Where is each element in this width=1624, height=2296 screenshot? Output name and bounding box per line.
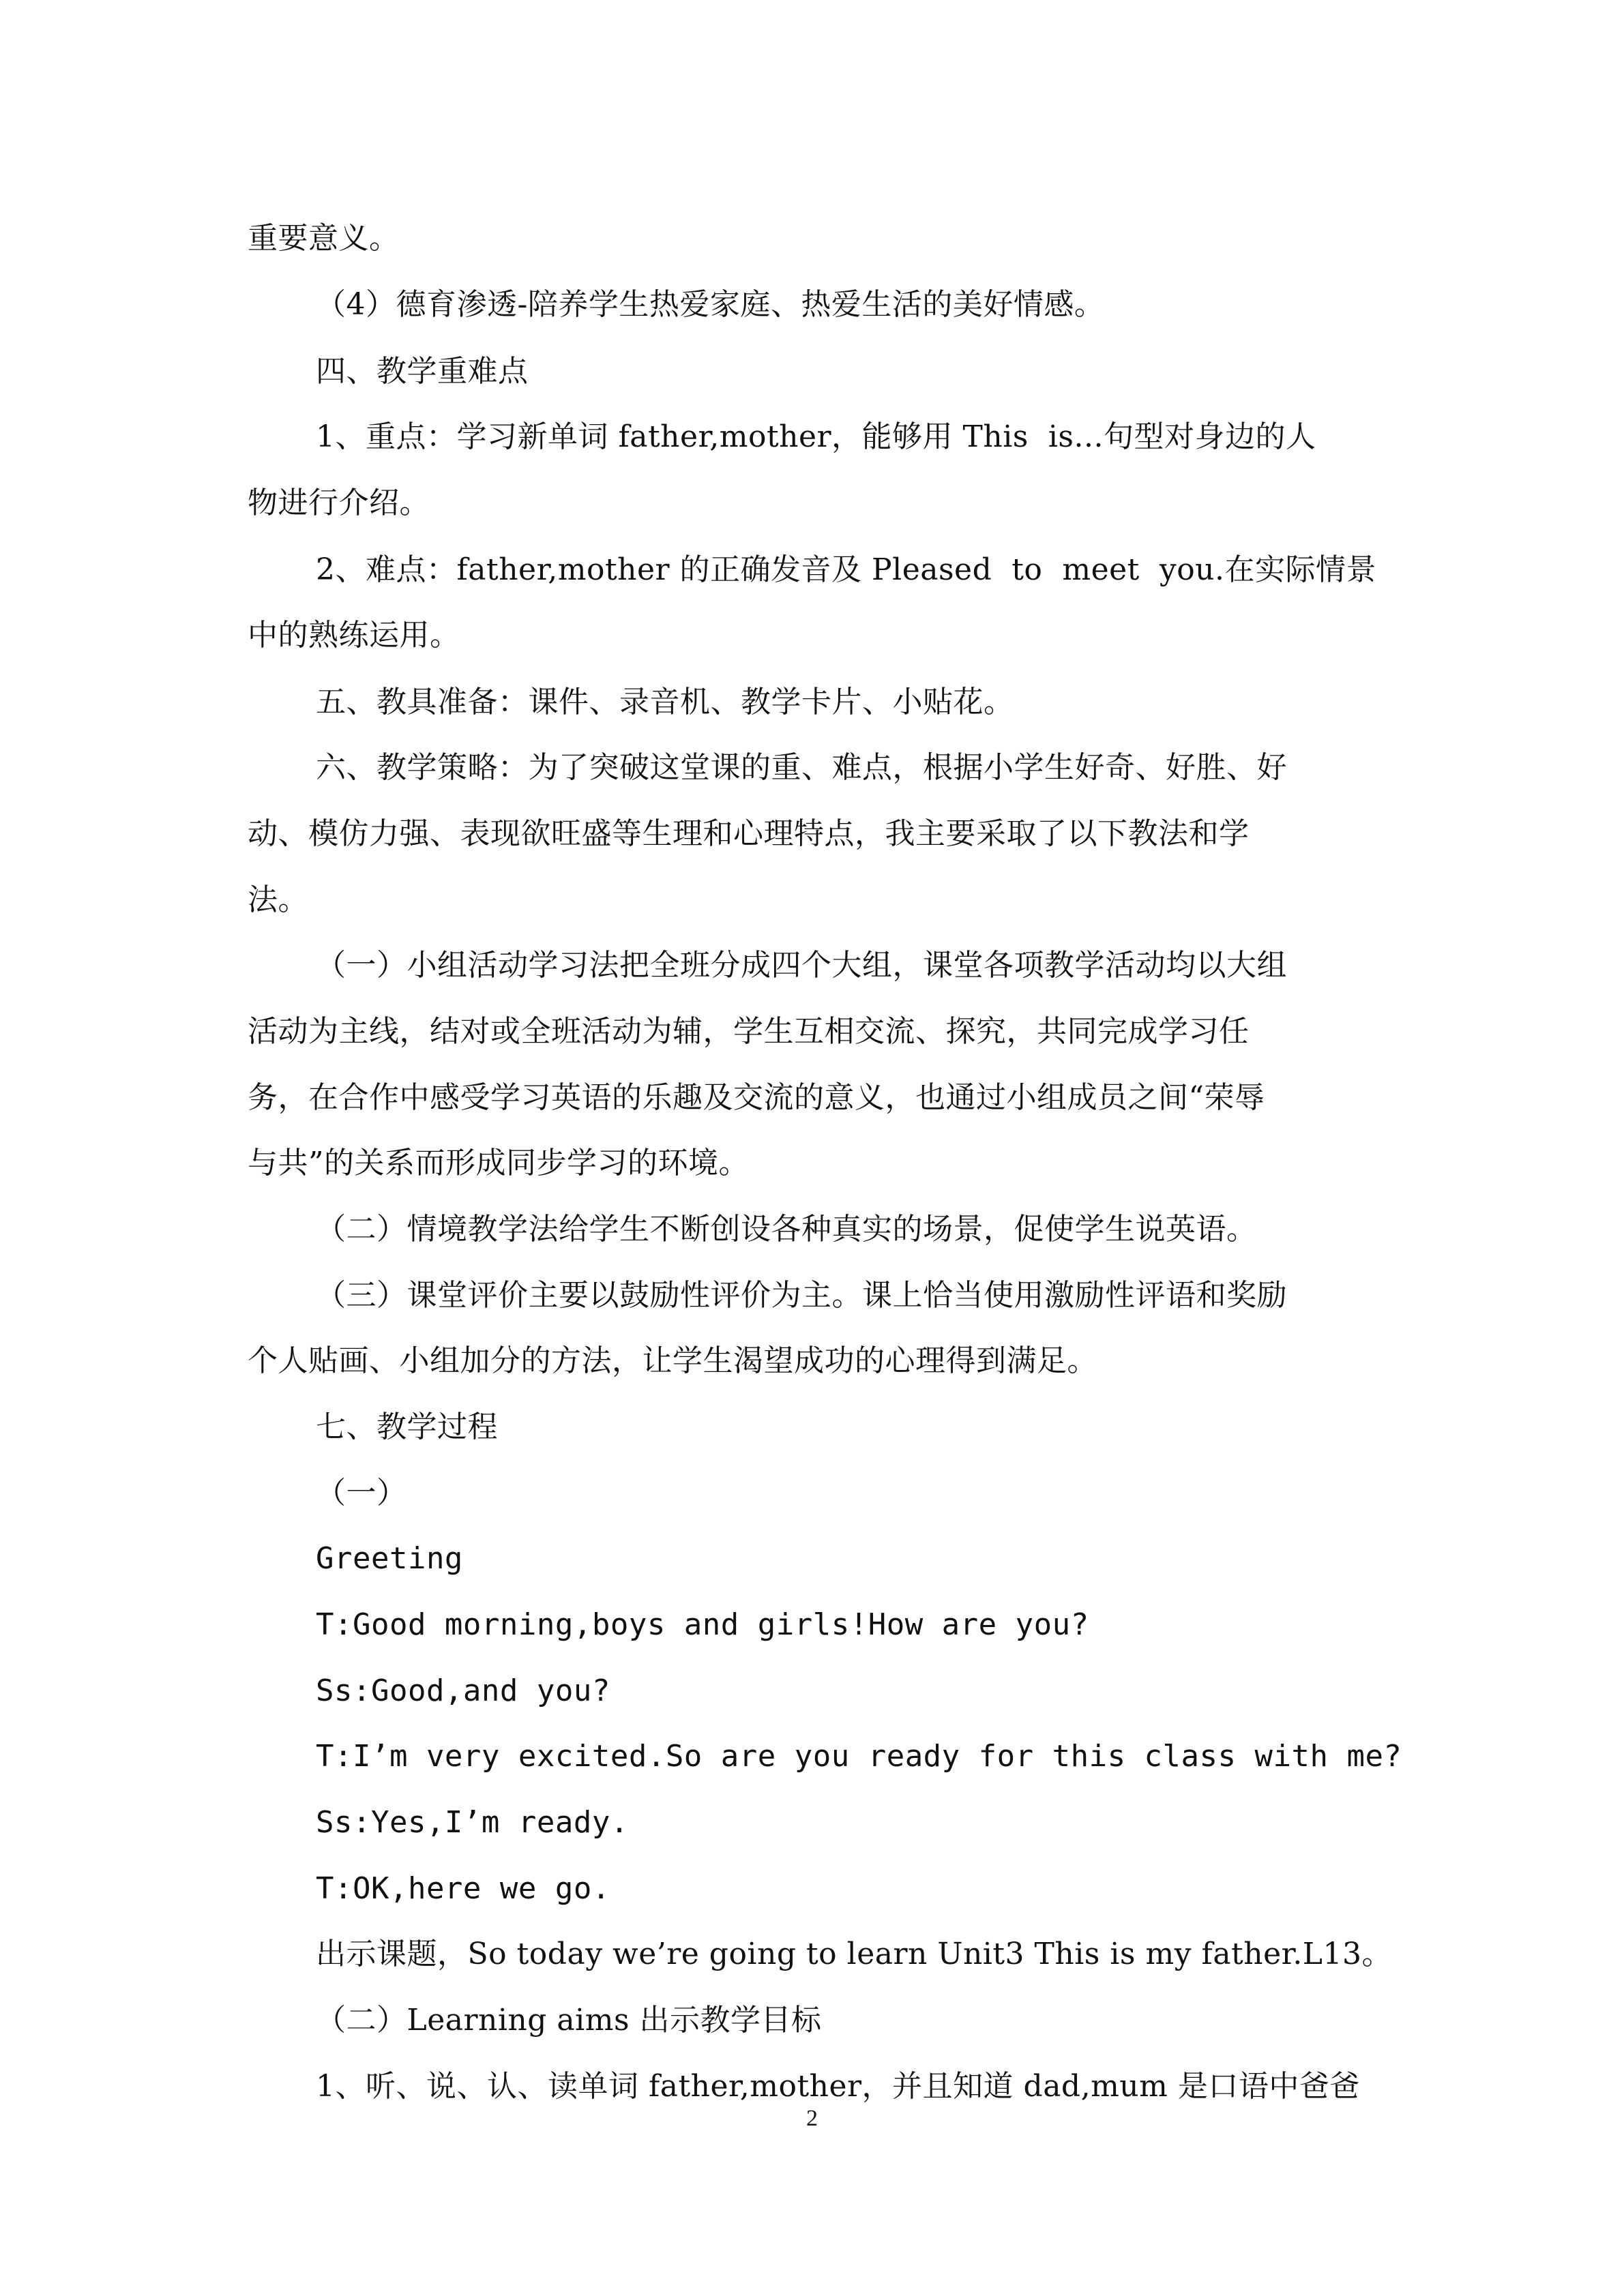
text-line: 务，在合作中感受学习英语的乐趣及交流的意义，也通过小组成员之间“荣辱 — [248, 1080, 1265, 1115]
text-line: T:Good morning,boys and girls!How are you? — [316, 1607, 1089, 1642]
text-line: 法。 — [248, 882, 308, 917]
section-heading: 六、教学策略：为了突破这堂课的重、难点，根据小学生好奇、好胜、好 — [316, 750, 1287, 785]
text-line: （一） — [316, 1476, 407, 1510]
text-line: 重要意义。 — [248, 221, 400, 256]
section-heading: 七、教学过程 — [316, 1410, 498, 1444]
page-number: 2 — [806, 2106, 818, 2131]
text-line: （一）小组活动学习法把全班分成四个大组，课堂各项教学活动均以大组 — [316, 948, 1287, 983]
text-line: Greeting — [316, 1541, 463, 1576]
section-heading: 四、教学重难点 — [316, 354, 529, 389]
text-line: 动、模仿力强、表现欲旺盛等生理和心理特点，我主要采取了以下教法和学 — [248, 816, 1250, 851]
text-line: （三）课堂评价主要以鼓励性评价为主。课上恰当使用激励性评语和奖励 — [316, 1278, 1287, 1313]
text-line: Ss:Yes,I’m ready. — [316, 1805, 629, 1840]
text-line: 物进行介绍。 — [248, 486, 430, 520]
text-line: 中的熟练运用。 — [248, 618, 460, 653]
text-line: 与共”的关系而形成同步学习的环境。 — [248, 1146, 749, 1180]
text-line: Ss:Good,and you? — [316, 1673, 610, 1708]
text-line: T:I’m very excited.So are you ready for this class with me? — [316, 1739, 1402, 1774]
text-line: （二）Learning aims 出示教学目标 — [316, 2003, 822, 2038]
text-line: 1、重点：学习新单词 father,mother，能够用 This is...句型对身边的人 — [316, 419, 1316, 454]
text-line: 活动为主线，结对或全班活动为辅，学生互相交流、探究，共同完成学习任 — [248, 1014, 1250, 1049]
text-line: 1、听、说、认、读单词 father,mother，并且知道 dad,mum 是口语中爸爸 — [316, 2069, 1360, 2104]
text-line: T:OK,here we go. — [316, 1871, 610, 1906]
text-line: 2、难点：father,mother 的正确发音及 Pleased to meet you.在实际情景 — [316, 552, 1377, 587]
text-line: （4）德育渗透-陪养学生热爱家庭、热爱生活的美好情感。 — [316, 287, 1105, 322]
text-line: 个人贴画、小组加分的方法，让学生渴望成功的心理得到满足。 — [248, 1343, 1097, 1378]
text-line: （二）情境教学法给学生不断创设各种真实的场景，促使学生说英语。 — [316, 1212, 1257, 1247]
section-heading: 五、教具准备：课件、录音机、教学卡片、小贴花。 — [316, 685, 1014, 719]
text-line: 出示课题，So today we’re going to learn Unit3 This is my father.L13。 — [316, 1937, 1393, 1971]
